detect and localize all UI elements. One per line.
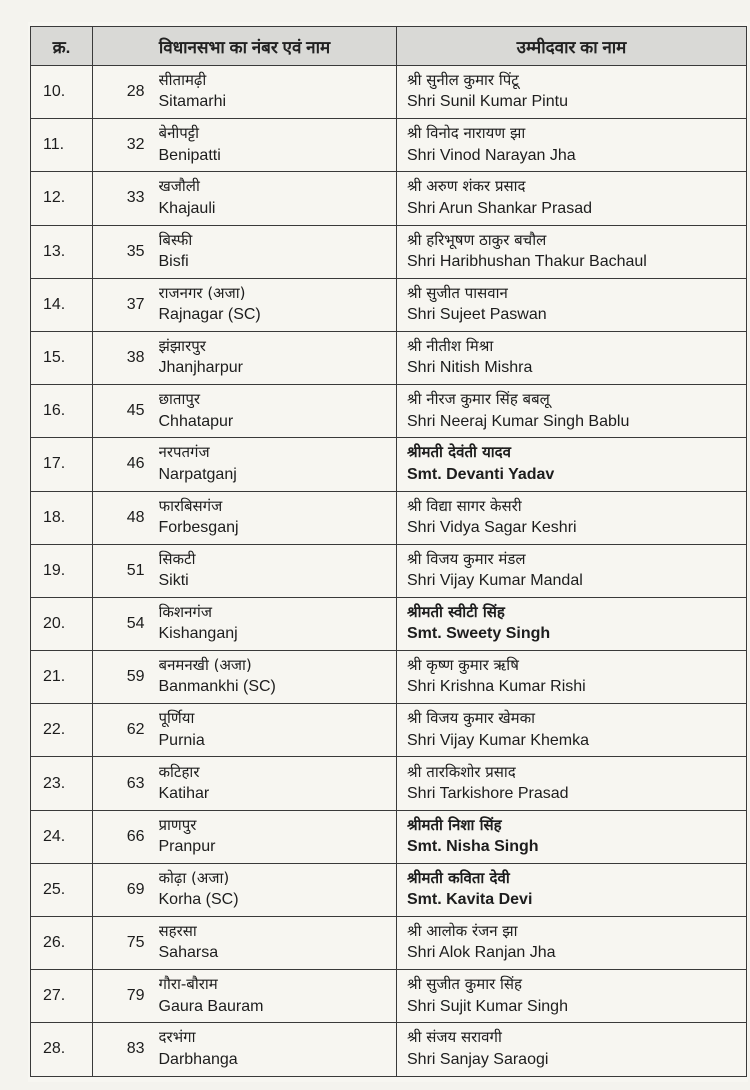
candidate-name [397,225,747,278]
candidate-name [397,491,747,544]
table-row [31,651,747,704]
candidate-name-hindi: श्री नीरज कुमार सिंह बबलू [407,390,550,409]
table-row [31,544,747,597]
candidate-name-hindi: श्री विद्या सागर केसरी [407,496,522,515]
constituency-number: 45 [93,385,155,438]
constituency-name-hindi: सहरसा [158,922,197,941]
constituency-number: 48 [93,491,155,544]
candidate-name-hindi: श्री अरुण शंकर प्रसाद [407,177,526,196]
constituency-name [155,119,397,172]
constituency-name-hindi: छातापुर [158,390,200,409]
candidate-name-english: Smt. Kavita Devi [407,891,533,909]
candidate-name-hindi: श्री हरिभूषण ठाकुर बचौल [407,230,547,249]
constituency-number: 35 [93,225,155,278]
serial-number: 18. [31,491,93,544]
serial-number: 20. [31,597,93,650]
constituency-name [155,651,397,704]
constituency-number: 32 [93,119,155,172]
table-row [31,225,747,278]
candidate-name-hindi: श्री कृष्ण कुमार ऋषि [407,656,519,675]
constituency-number: 38 [93,331,155,384]
candidate-name-hindi: श्री सुजीत कुमार सिंह [407,975,523,994]
constituency-number: 69 [93,863,155,916]
constituency-name-hindi: सीतामढ़ी [158,71,207,90]
table-row [31,757,747,810]
candidate-name-english: Shri Alok Ranjan Jha [407,944,556,962]
table-row [31,597,747,650]
constituency-name-english: Kishanganj [158,625,238,643]
header-constituency: विधानसभा का नंबर एवं नाम [93,27,397,66]
constituency-name-english: Banmankhi (SC) [158,678,276,696]
constituency-number: 83 [93,1023,155,1076]
candidate-name [397,66,747,119]
serial-number: 12. [31,172,93,225]
constituency-name-hindi: बेनीपट्टी [158,124,200,143]
constituency-name-english: Pranpur [158,838,216,855]
candidate-name [397,970,747,1023]
candidate-name [397,863,747,916]
constituency-name [155,438,397,491]
constituency-name-hindi: खजौली [158,177,200,196]
candidate-name-hindi: श्री नीतीश मिश्रा [407,337,494,356]
table-row [31,385,747,438]
serial-number: 27. [31,970,93,1023]
header-serial: क्र. [31,27,93,66]
constituency-name-english: Forbesganj [158,518,239,536]
constituency-name-english: Korha (SC) [158,891,239,909]
serial-number: 26. [31,917,93,970]
constituency-number: 59 [93,651,155,704]
table-row [31,970,747,1023]
candidate-name-english: Shri Tarkishore Prasad [407,784,569,802]
constituency-name-english: Sikti [158,572,189,590]
header-candidate: उम्मीदवार का नाम [397,27,747,66]
serial-number: 28. [31,1023,93,1076]
constituency-name-english: Darbhanga [158,1050,238,1068]
candidate-name-english: Shri Krishna Kumar Rishi [407,678,586,696]
constituency-name [155,810,397,863]
constituency-name-hindi: पूर्णिया [158,709,195,728]
table-row [31,66,747,119]
serial-number: 11. [31,119,93,172]
serial-number: 19. [31,544,93,597]
constituency-name-english: Saharsa [158,944,219,962]
constituency-name-english: Jhanjharpur [158,359,243,377]
candidate-name-english: Smt. Nisha Singh [407,838,539,855]
constituency-name-hindi: कोढ़ा (अजा) [158,868,230,887]
constituency-name [155,385,397,438]
candidate-name-english: Shri Sujit Kumar Singh [407,997,568,1015]
table-row [31,491,747,544]
candidate-name-hindi: श्रीमती निशा सिंह [407,815,502,834]
candidate-name [397,278,747,331]
table-row [31,438,747,491]
constituency-name-hindi: गौरा-बौराम [158,975,218,994]
constituency-name [155,1023,397,1076]
constituency-name [155,544,397,597]
serial-number: 24. [31,810,93,863]
candidate-name-hindi: श्री संजय सरावगी [407,1028,502,1047]
table-row [31,863,747,916]
constituency-name [155,704,397,757]
constituency-name-english: Bisfi [158,252,189,270]
serial-number: 15. [31,331,93,384]
constituency-name-hindi: सिकटी [158,549,196,568]
constituency-name-hindi: फारबिसगंज [158,496,223,515]
table-row [31,331,747,384]
constituency-name-hindi: बनमनखी (अजा) [158,656,252,675]
constituency-name-english: Narpatganj [158,465,237,483]
candidate-name [397,597,747,650]
constituency-number: 75 [93,917,155,970]
candidate-name [397,704,747,757]
constituency-name [155,491,397,544]
constituency-name-english: Katihar [158,784,210,802]
candidate-name [397,917,747,970]
candidate-name [397,385,747,438]
candidate-name-english: Shri Arun Shankar Prasad [407,199,592,217]
table-row [31,917,747,970]
constituency-name [155,970,397,1023]
table-row [31,810,747,863]
constituency-number: 37 [93,278,155,331]
candidate-name-english: Shri Vijay Kumar Mandal [407,572,583,590]
constituency-number: 54 [93,597,155,650]
constituency-number: 66 [93,810,155,863]
constituency-number: 33 [93,172,155,225]
constituency-name-english: Chhatapur [158,412,234,430]
candidate-table [30,26,747,1077]
constituency-number: 79 [93,970,155,1023]
candidate-name [397,438,747,491]
constituency-name-hindi: झंझारपुर [158,337,206,356]
candidate-name-english: Smt. Sweety Singh [407,625,551,643]
candidate-name-hindi: श्री तारकिशोर प्रसाद [407,762,516,781]
constituency-name-hindi: दरभंगा [158,1028,196,1047]
candidate-name [397,119,747,172]
candidate-name-hindi: श्री सुजीत पासवान [407,283,508,302]
table-row [31,172,747,225]
constituency-name [155,172,397,225]
candidate-name-hindi: श्री विजय कुमार मंडल [407,549,526,568]
constituency-name-hindi: प्राणपुर [158,815,197,834]
document-page [28,22,748,1082]
candidate-name [397,757,747,810]
serial-number: 25. [31,863,93,916]
serial-number: 22. [31,704,93,757]
serial-number: 10. [31,66,93,119]
candidate-name-english: Shri Vijay Kumar Khemka [407,731,589,749]
candidate-name-hindi: श्री आलोक रंजन झा [407,922,518,941]
serial-number: 14. [31,278,93,331]
candidate-name-hindi: श्रीमती स्वीटी सिंह [407,602,505,621]
candidate-name-hindi: श्री विजय कुमार खेमका [407,709,536,728]
table-body [31,66,747,1077]
serial-number: 16. [31,385,93,438]
constituency-name-english: Khajauli [158,199,216,217]
constituency-name [155,757,397,810]
constituency-name [155,331,397,384]
constituency-name-english: Benipatti [158,146,221,164]
serial-number: 17. [31,438,93,491]
constituency-name [155,863,397,916]
constituency-name-hindi: कटिहार [158,762,200,781]
candidate-name-english: Smt. Devanti Yadav [407,465,555,483]
candidate-name-english: Shri Sanjay Saraogi [407,1050,549,1068]
constituency-name-english: Purnia [158,731,205,749]
constituency-name-hindi: राजनगर (अजा) [158,283,246,302]
constituency-number: 51 [93,544,155,597]
constituency-name-hindi: नरपतगंज [158,443,210,462]
candidate-name-english: Shri Nitish Mishra [407,359,533,377]
serial-number: 13. [31,225,93,278]
candidate-name [397,544,747,597]
constituency-name [155,278,397,331]
table-row [31,704,747,757]
candidate-name [397,172,747,225]
constituency-name-english: Rajnagar (SC) [158,306,261,324]
candidate-name [397,651,747,704]
constituency-name-english: Gaura Bauram [158,997,264,1015]
candidate-name-english: Shri Vinod Narayan Jha [407,146,576,164]
candidate-name-english: Shri Neeraj Kumar Singh Bablu [407,412,630,430]
constituency-name [155,225,397,278]
candidate-name-hindi: श्रीमती कविता देवी [407,868,510,887]
candidate-name-english: Shri Haribhushan Thakur Bachaul [407,252,647,270]
serial-number: 21. [31,651,93,704]
serial-number: 23. [31,757,93,810]
constituency-number: 63 [93,757,155,810]
table-row [31,1023,747,1076]
constituency-name-english: Sitamarhi [158,93,227,111]
candidate-name [397,331,747,384]
candidate-name-hindi: श्रीमती देवंती यादव [407,443,511,462]
candidate-name [397,810,747,863]
constituency-name [155,917,397,970]
candidate-name-english: Shri Sunil Kumar Pintu [407,93,568,111]
constituency-number: 62 [93,704,155,757]
table-row [31,119,747,172]
constituency-name [155,66,397,119]
constituency-name-hindi: किशनगंज [158,602,213,621]
candidate-name-english: Shri Sujeet Paswan [407,306,547,324]
constituency-number: 28 [93,66,155,119]
candidate-name-english: Shri Vidya Sagar Keshri [407,518,577,536]
constituency-number: 46 [93,438,155,491]
table-row [31,278,747,331]
constituency-name-hindi: बिस्फी [158,230,193,249]
constituency-name [155,597,397,650]
table-header-row [31,27,747,66]
candidate-name-hindi: श्री सुनील कुमार पिंटू [407,71,519,90]
candidate-name-hindi: श्री विनोद नारायण झा [407,124,526,143]
candidate-name [397,1023,747,1076]
